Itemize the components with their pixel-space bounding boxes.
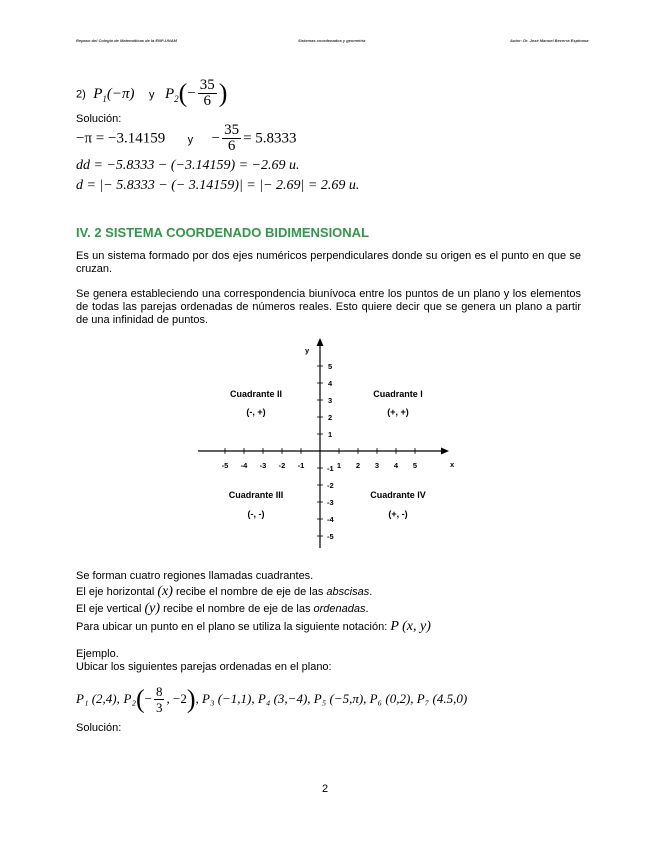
page-number: 2 xyxy=(322,783,329,795)
solution-line-3: d = |− 5.8333 − (− 3.14159)| = |− 2.69| = 2.69 u. xyxy=(76,178,360,193)
y-tick-label-3: -3 xyxy=(327,498,334,507)
example-label: Ejemplo. xyxy=(76,648,119,660)
y-tick-label-5: 5 xyxy=(328,362,333,371)
y-axis-arrow xyxy=(317,338,324,346)
y-tick-label-1: -1 xyxy=(327,464,334,473)
y-tick-label-1: 1 xyxy=(328,430,333,439)
header-right: Autor: Dr. José Manuel Becerra Espinosa xyxy=(510,38,589,43)
quadrant-4-name: Cuadrante IV xyxy=(370,490,426,500)
y-tick-label-4: -4 xyxy=(327,515,334,524)
y-tick-label-5: -5 xyxy=(327,532,334,541)
y-tick-label-2: -2 xyxy=(327,481,334,490)
x-tick-label-4: -4 xyxy=(240,461,248,470)
x-tick-label-3: 3 xyxy=(374,461,380,470)
note-horizontal-axis: El eje horizontal (x) recibe el nombre de eje de las abscisas. xyxy=(76,584,373,599)
quadrant-2-name: Cuadrante II xyxy=(229,389,283,399)
x-axis-label: x xyxy=(450,460,455,469)
example-points: P₁ (2,4), P₂(− $\frac{8}{3}$ , −2), P₃ (−1,1), P₄ (3,−4), P₅ (−5,π), P₆ (0,2), P₇ (4.5,0) xyxy=(76,684,468,715)
header-left: Repaso del Colegio de Matemáticas de la ENP-UNAM xyxy=(76,38,177,43)
x-axis-arrow xyxy=(441,448,449,455)
x-tick-label-2: 2 xyxy=(355,461,361,470)
solution-label-2: Solución: xyxy=(76,722,122,734)
x-tick-label-3: -3 xyxy=(259,461,267,470)
quadrant-1-signs: (+, +) xyxy=(387,407,409,417)
y-tick-label-2: 2 xyxy=(328,413,333,422)
y-tick-label-4: 4 xyxy=(328,379,333,388)
example-instruction: Ubicar los siguientes parejas ordenadas en el plano: xyxy=(76,661,332,673)
solution-line-1: −π = −3.14159 y − $\frac{35}{6}$ = 5.8333 xyxy=(76,122,297,154)
problem-2-statement: 2) $P_1(-\pi)$ y $P_2(-$ $\frac{35}{6}$ ) xyxy=(76,77,228,109)
quadrant-4-signs: (+, -) xyxy=(388,509,408,519)
x-tick-label-2: -2 xyxy=(278,461,286,470)
x-tick-label-1: -1 xyxy=(297,461,305,470)
quadrant-1-name: Cuadrante I xyxy=(373,389,423,399)
y-axis-label: y xyxy=(305,346,310,355)
header-center: Sistemas coordenados y geometría xyxy=(298,38,366,43)
quadrant-3-signs: (-, -) xyxy=(247,509,265,519)
note-vertical-axis: El eje vertical (y) recibe el nombre de eje de las ordenadas. xyxy=(76,601,369,616)
x-tick-label-5: 5 xyxy=(412,461,418,470)
paragraph-definition: Es un sistema formado por dos ejes numéricos perpendiculares donde su origen es el punto en que se cruzan. xyxy=(76,250,581,275)
paragraph-correspondence: Se genera estableciendo una correspondencia biunívoca entre los puntos de un plano y los elementos de todas las parejas ordenadas de números reales. Esto quiere decir que se genera un plano a partir de una infinidad de puntos. xyxy=(76,288,581,326)
x-tick-label-5: -5 xyxy=(221,461,229,470)
y-tick-label-3: 3 xyxy=(328,396,333,405)
note-notation: Para ubicar un punto en el plano se utiliza la siguiente notación: P (x, y) xyxy=(76,619,431,634)
x-tick-label-1: 1 xyxy=(336,461,342,470)
solution-line-2: dd = −5.8333 − (−3.14159) = −2.69 u. xyxy=(76,158,300,173)
solution-label-1: Solución: xyxy=(76,113,122,125)
section-title: IV. 2 SISTEMA COORDENADO BIDIMENSIONAL xyxy=(76,225,370,240)
note-quadrants: Se forman cuatro regiones llamadas cuadrantes. xyxy=(76,570,314,582)
quadrant-3-name: Cuadrante III xyxy=(228,490,284,500)
x-tick-label-4: 4 xyxy=(393,461,399,470)
quadrant-2-signs: (-, +) xyxy=(246,407,266,417)
